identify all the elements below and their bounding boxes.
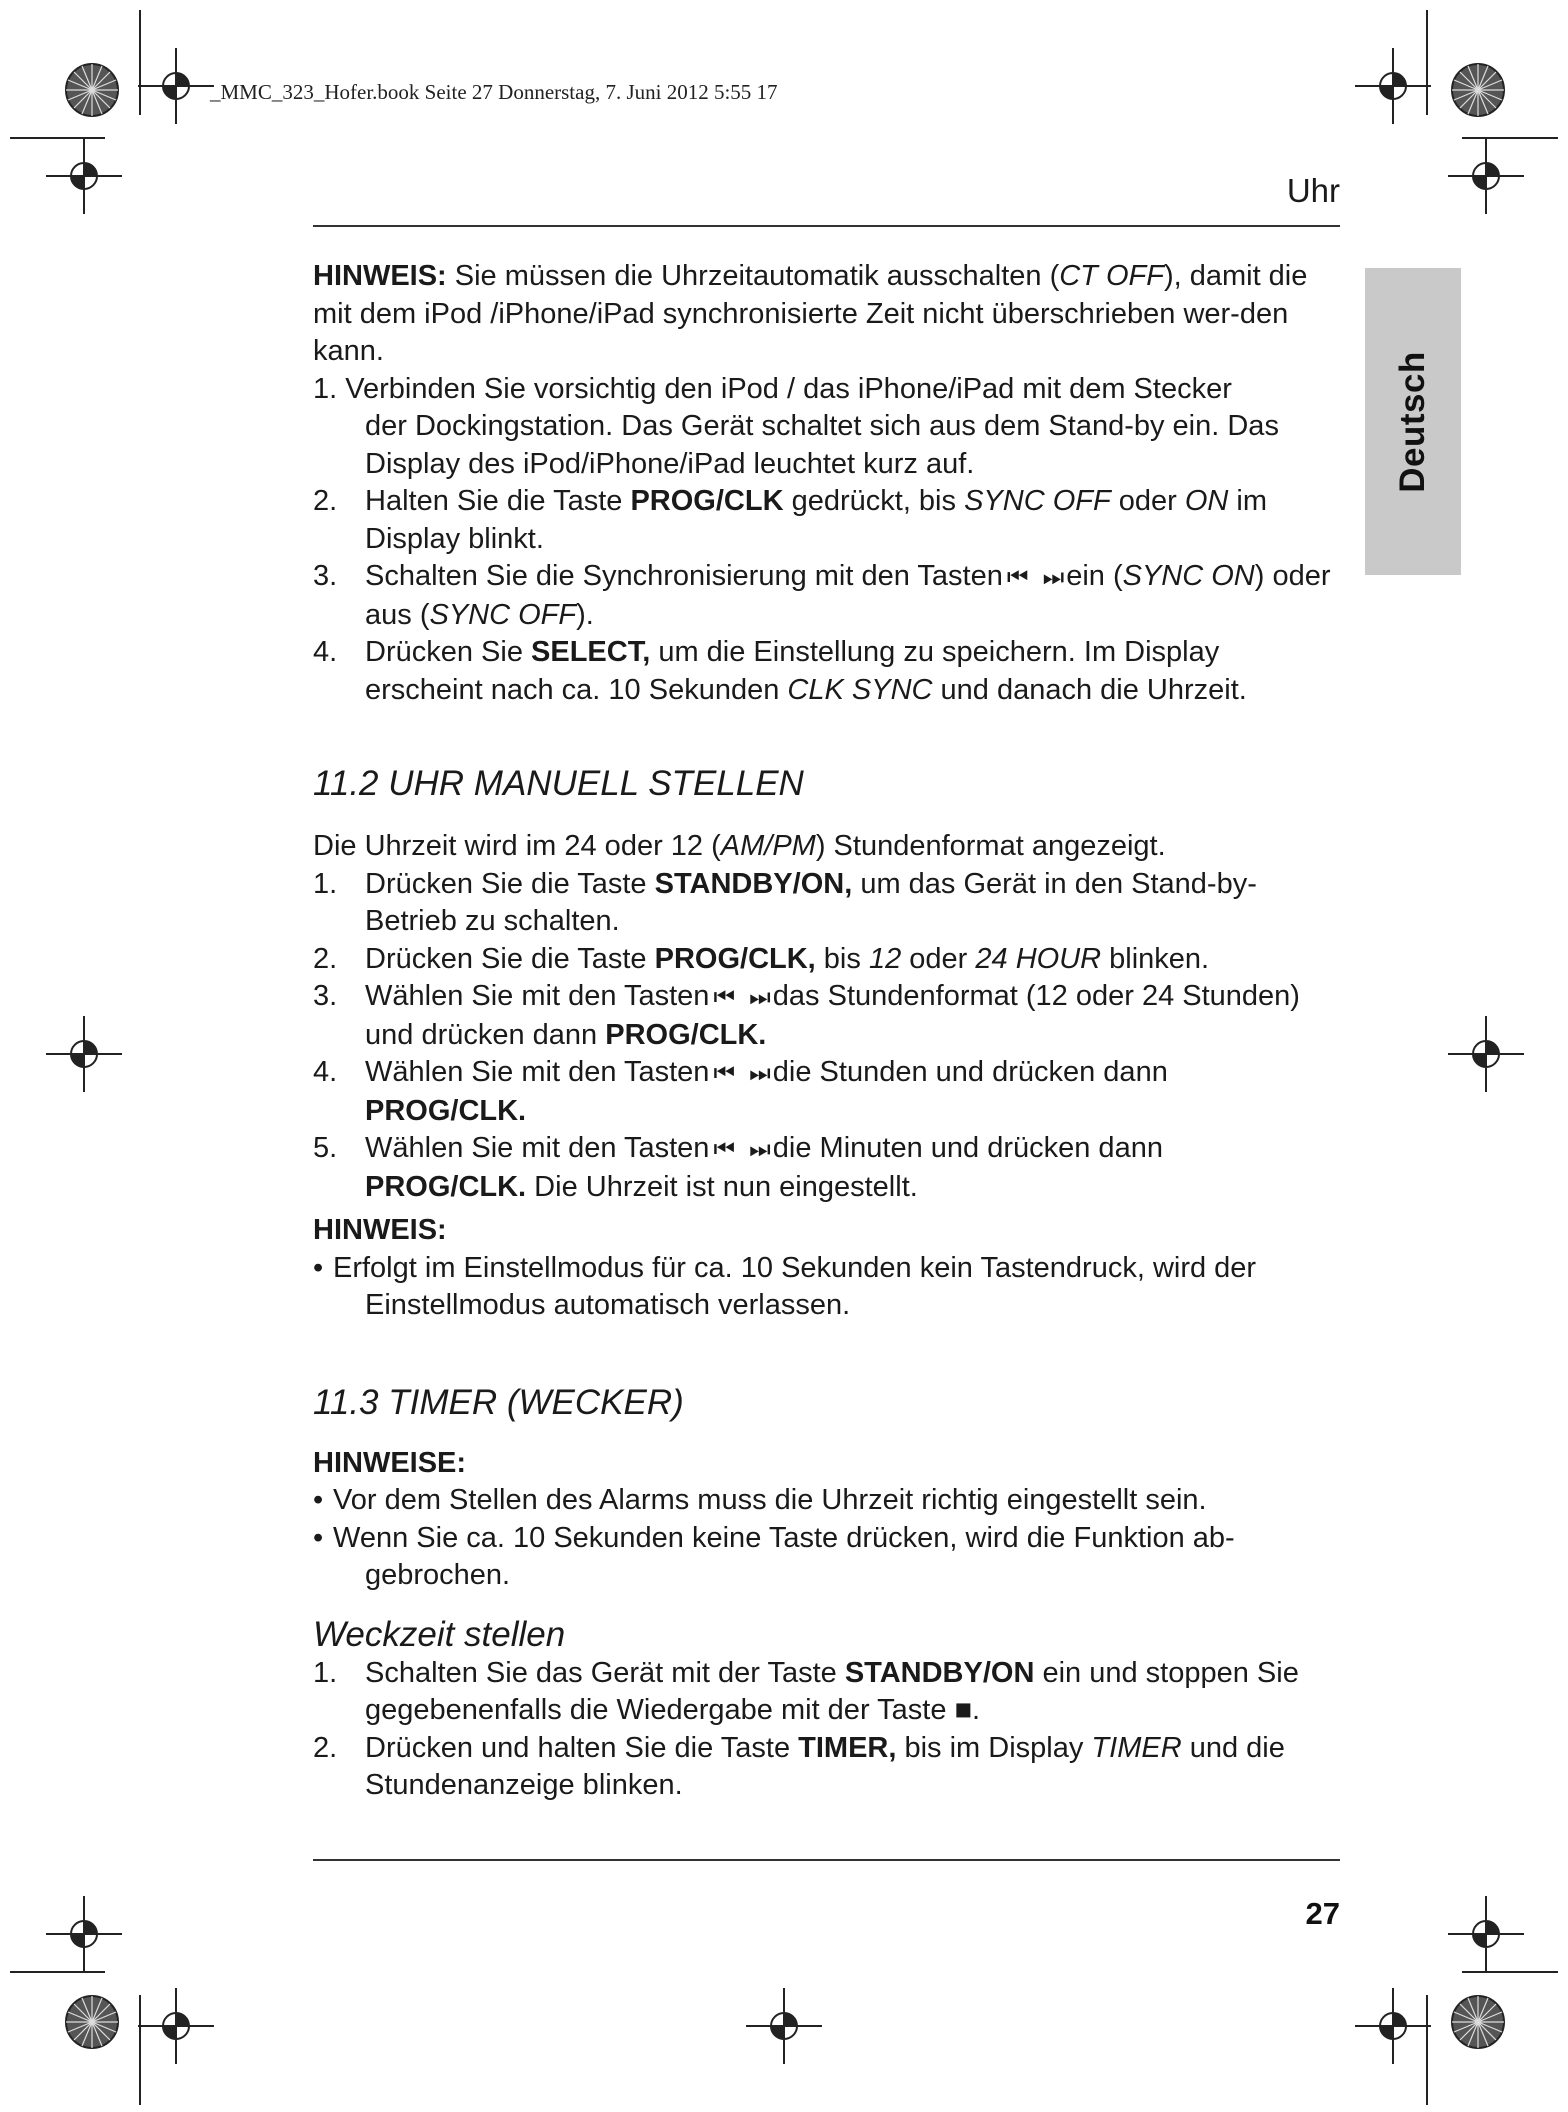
running-header: Uhr <box>1286 172 1340 209</box>
sync-steps <box>313 371 1343 710</box>
next-track-icon: ⏭ <box>749 983 769 1011</box>
notes-heading: HINWEISE: <box>313 1446 467 1479</box>
list-item: 3. Schalten Sie die Synchronisierung mit den Tasten ⏮ ⏭ ein (SYNC ON) oder aus (SYNC OFF). <box>313 560 1331 631</box>
list-item: 1. Drücken Sie die Taste STANDBY/ON, um das Gerät in den Stand-by-Betrieb zu schalten. <box>313 867 1257 937</box>
list-item: • Vor dem Stellen des Alarms muss die Uhrzeit richtig eingestellt sein. <box>313 1484 1207 1516</box>
list-item: 3. Wählen Sie mit den Tasten ⏮ ⏭ das Stundenformat (12 oder 24 Stunden) und drücken dann PROG/CLK. <box>313 980 1300 1051</box>
previous-track-icon: ⏮ <box>713 1059 734 1087</box>
list-item: • Erfolgt im Einstellmodus für ca. 10 Sekunden kein Tastendruck, wird der Einstellmodus automatisch verlassen. <box>313 1251 1257 1321</box>
stop-icon: ■ <box>954 1694 973 1726</box>
list-item: • Wenn Sie ca. 10 Sekunden keine Taste drücken, wird die Funktion ab- gebrochen. <box>313 1521 1235 1591</box>
list-item: 4. Drücken Sie SELECT, um die Einstellung zu speichern. Im Display erscheint nach ca. 10 Sekunden CLK SYNC und danach die Uhrzeit. <box>313 636 1247 706</box>
alarm-steps <box>313 1655 1343 1805</box>
previous-track-icon: ⏮ <box>713 1135 734 1163</box>
list-item: 2. Drücken Sie die Taste PROG/CLK, bis 12 oder 24 HOUR blinken. <box>313 942 1210 975</box>
footer-rule <box>313 1859 1340 1861</box>
note-label: HINWEIS: <box>313 260 447 292</box>
notes-list <box>313 1482 1343 1595</box>
print-slug: _MMC_323_Hofer.book Seite 27 Donnerstag, 7. Juni 2012 5:55 17 <box>210 80 778 104</box>
section-heading: 11.3 TIMER (WECKER) <box>313 1382 684 1422</box>
next-track-icon: ⏭ <box>749 1059 769 1087</box>
list-item: 5. Wählen Sie mit den Tasten ⏮ ⏭ die Minuten und drücken dann PROG/CLK. Die Uhrzeit ist nun eingestellt. <box>313 1132 1163 1203</box>
sync-section <box>313 258 1343 709</box>
sub-heading: Weckzeit stellen <box>313 1614 566 1654</box>
page-number: 27 <box>1305 1896 1340 1931</box>
previous-track-icon: ⏮ <box>713 983 734 1011</box>
language-tab <box>1365 268 1461 575</box>
section-heading: 11.2 UHR MANUELL STELLEN <box>313 764 804 803</box>
page-body <box>313 258 1343 1805</box>
language-tab-label: Deutsch <box>1393 350 1432 493</box>
list-item: 4. Wählen Sie mit den Tasten ⏮ ⏭ die Stunden und drücken dann PROG/CLK. <box>313 1056 1168 1127</box>
sync-note: HINWEIS: Sie müssen die Uhrzeitautomatik ausschalten (CT OFF), damit die mit dem iPod /iPhone/iPad synchronisierte Zeit nicht überschrieben wer-den kann. <box>313 260 1308 367</box>
note-list <box>313 1250 1343 1325</box>
manual-clock-steps <box>313 866 1343 1207</box>
list-item: 1. Verbinden Sie vorsichtig den iPod / das iPhone/iPad mit dem Stecker der Dockingstation. Das Gerät schaltet sich aus dem Stand-by ein. Das Display des iPod/iPhone/iPad leuchtet kurz auf. <box>313 372 1279 480</box>
list-item: 2. Halten Sie die Taste PROG/CLK gedrückt, bis SYNC OFF oder ON im Display blinkt. <box>313 485 1268 555</box>
manual-clock-section <box>313 764 1343 1325</box>
timer-section <box>313 1383 1343 1805</box>
next-track-icon: ⏭ <box>749 1135 769 1163</box>
list-item: 2. Drücken und halten Sie die Taste TIMER, bis im Display TIMER und die Stundenanzeige blinken. <box>313 1731 1285 1801</box>
header-rule <box>313 225 1340 227</box>
note-heading: HINWEIS: <box>313 1214 447 1246</box>
next-track-icon: ⏭ <box>1042 563 1063 591</box>
list-item: 1. Schalten Sie das Gerät mit der Taste STANDBY/ON ein und stoppen Sie gegebenenfalls die Wiedergabe mit der Taste ■. <box>313 1656 1299 1726</box>
previous-track-icon: ⏮ <box>1006 563 1027 591</box>
section-intro: Die Uhrzeit wird im 24 oder 12 (AM/PM) Stundenformat angezeigt. <box>313 830 1166 862</box>
